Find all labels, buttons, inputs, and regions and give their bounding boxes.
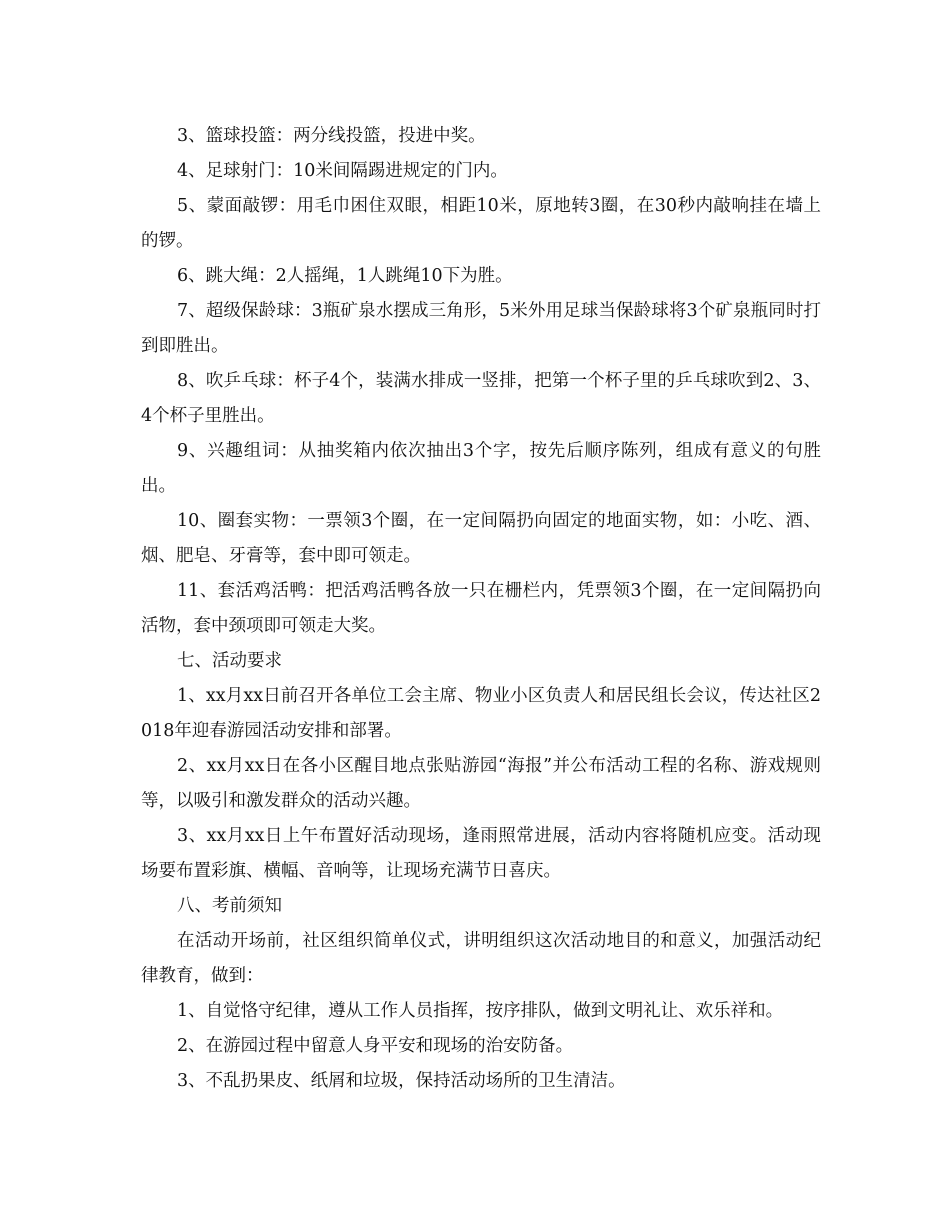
rule-ring-toss-items: 10、圈套实物：一票领3个圈，在一定间隔扔向固定的地面实物，如：小吃、酒、烟、肥皂、牙膏等，套中即可领走。 [141,511,821,566]
note-cleanliness: 3、不乱扔果皮、纸屑和垃圾，保持活动场所的卫生清洁。 [177,1071,626,1091]
note-discipline: 1、自觉恪守纪律，遵从工作人员指挥，按序排队，做到文明礼让、欢乐祥和。 [177,1001,784,1021]
requirement-venue-setup: 3、xx月xx日上午布置好活动现场，逢雨照常进展，活动内容将随机应变。活动现场要布置彩旗、横幅、音响等，让现场充满节日喜庆。 [141,826,821,881]
section-heading-requirements: 七、活动要求 [177,651,282,671]
requirement-poster: 2、xx月xx日在各小区醒目地点张贴游园“海报”并公布活动工程的名称、游戏规则等，以吸引和激发群众的活动兴趣。 [141,756,821,811]
section-heading-notes: 八、考前须知 [177,896,282,916]
rule-word-building: 9、兴趣组词：从抽奖箱内依次抽出3个字，按先后顺序陈列，组成有意义的句胜出。 [141,441,821,496]
note-safety: 2、在游园过程中留意人身平安和现场的治安防备。 [177,1036,574,1056]
rule-football-shooting: 4、足球射门：10米间隔踢进规定的门内。 [177,161,508,181]
rule-super-bowling: 7、超级保龄球：3瓶矿泉水摆成三角形，5米外用足球当保龄球将3个矿泉瓶同时打到即胜出。 [141,301,821,356]
notes-intro: 在活动开场前，社区组织简单仪式，讲明组织这次活动地目的和意义，加强活动纪律教育，做到： [141,931,821,986]
document-body [141,119,821,1099]
rule-basketball-shooting: 3、篮球投篮：两分线投篮，投进中奖。 [177,126,486,146]
rule-blow-pingpong: 8、吹乒乓球：杯子4个，装满水排成一竖排，把第一个杯子里的乒乓球吹到2、3、4个杯子里胜出。 [141,371,821,426]
rule-ring-toss-poultry: 11、套活鸡活鸭：把活鸡活鸭各放一只在栅栏内，凭票领3个圈，在一定间隔扔向活物，套中颈项即可领走大奖。 [141,581,821,636]
rule-blindfold-gong: 5、蒙面敲锣：用毛巾困住双眼，相距10米，原地转3圈，在30秒内敲响挂在墙上的锣。 [141,196,821,251]
rule-jump-rope: 6、跳大绳：2人摇绳，1人跳绳10下为胜。 [177,266,513,286]
requirement-meeting: 1、xx月xx日前召开各单位工会主席、物业小区负责人和居民组长会议，传达社区2018年迎春游园活动安排和部署。 [141,686,821,741]
